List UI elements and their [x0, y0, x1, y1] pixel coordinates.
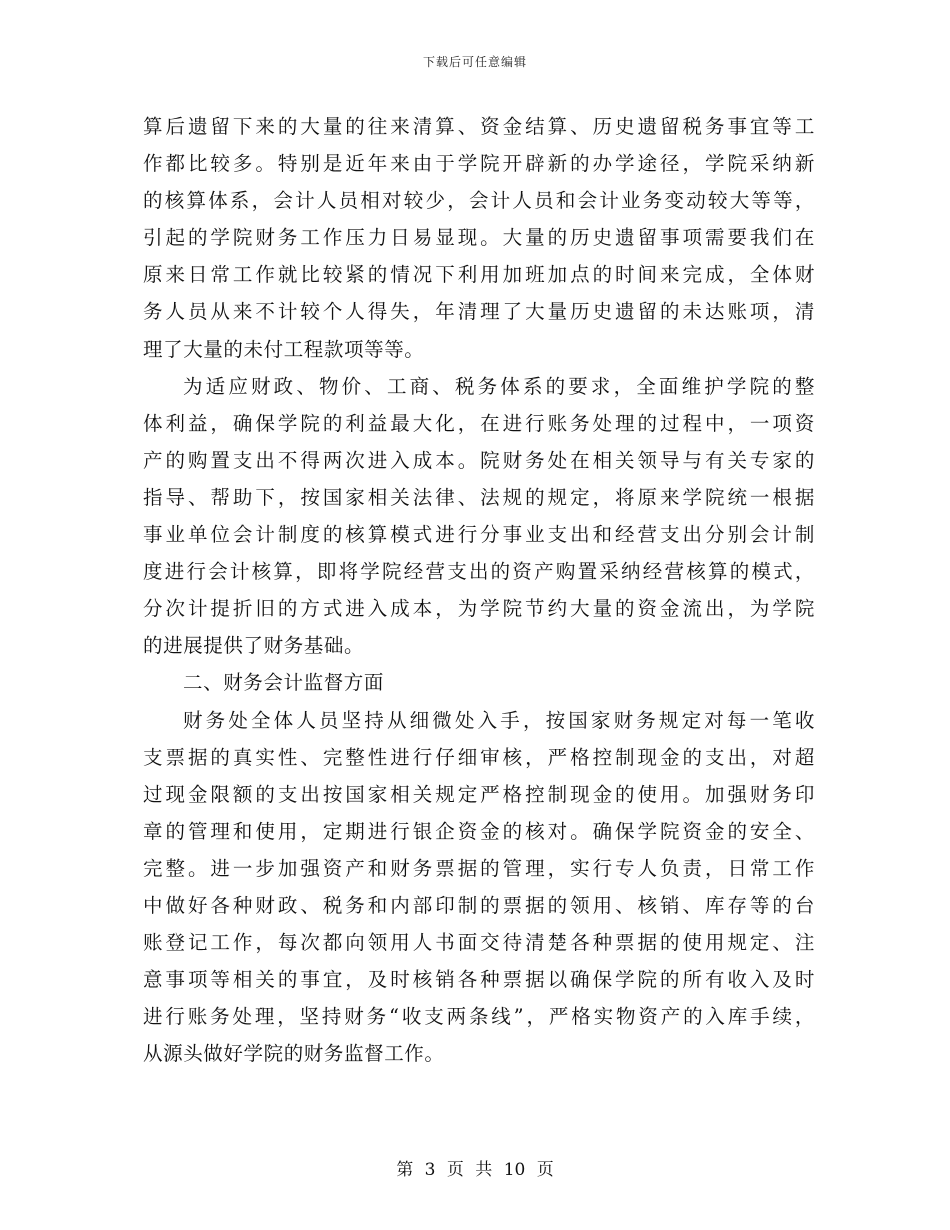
text-line: 产的购置支出不得两次进入成本。院财务处在相关领导与有关专家的 [143, 448, 815, 472]
text-line: 的进展提供了财务基础。 [143, 634, 365, 658]
text-line: 过现金限额的支出按国家相关规定严格控制现金的使用。加强财务印 [143, 782, 815, 806]
text-line: 作都比较多。特别是近年来由于学院开辟新的办学途径，学院采纳新 [143, 152, 815, 176]
text-line: 度进行会计核算，即将学院经营支出的资产购置采纳经营核算的模式， [143, 560, 815, 584]
text-line: 章的管理和使用，定期进行银企资金的核对。确保学院资金的安全、 [143, 819, 815, 843]
text-line: 原来日常工作就比较紧的情况下利用加班加点的时间来完成，全体财 [143, 263, 815, 287]
document-body [143, 108, 815, 1072]
text-line: 指导、帮助下，按国家相关法律、法规的规定，将原来学院统一根据 [143, 485, 815, 509]
text-line: 算后遗留下来的大量的往来清算、资金结算、历史遗留税务事宜等工 [143, 115, 815, 138]
paragraph-first-line: 为适应财政、物价、工商、税务体系的要求，全面维护学院的整 [183, 374, 815, 398]
text-line: 体利益，确保学院的利益最大化，在进行账务处理的过程中，一项资 [143, 411, 815, 435]
text-line: 意事项等相关的事宜，及时核销各种票据以确保学院的所有收入及时 [143, 968, 815, 992]
text-line: 从源头做好学院的财务监督工作。 [143, 1042, 445, 1066]
text-line: 引起的学院财务工作压力日易显现。大量的历史遗留事项需要我们在 [143, 226, 815, 250]
text-line: 的核算体系，会计人员相对较少，会计人员和会计业务变动较大等等， [143, 189, 815, 213]
text-line: 事业单位会计制度的核算模式进行分事业支出和经营支出分别会计制 [143, 523, 815, 547]
text-line: 支票据的真实性、完整性进行仔细审核，严格控制现金的支出，对超 [143, 745, 815, 769]
text-line: 务人员从来不计较个人得失，年清理了大量历史遗留的未达账项，清 [143, 300, 815, 324]
paragraph-first-line: 财务处全体人员坚持从细微处入手，按国家财务规定对每一笔收 [183, 708, 815, 732]
page-number-footer: 第 3 页 共 10 页 [396, 1160, 554, 1180]
text-line: 进行账务处理，坚持财务“收支两条线”，严格实物资产的入库手续， [143, 1005, 815, 1029]
section-heading: 二、财务会计监督方面 [183, 671, 385, 695]
text-line: 中做好各种财政、税务和内部印制的票据的领用、核销、库存等的台 [143, 893, 815, 917]
text-line: 理了大量的未付工程款项等等。 [143, 337, 425, 361]
page-header: 下载后可任意编辑 [422, 55, 527, 69]
text-line: 分次计提折旧的方式进入成本，为学院节约大量的资金流出，为学院 [143, 597, 815, 621]
text-line: 账登记工作，每次都向领用人书面交待清楚各种票据的使用规定、注 [143, 931, 815, 955]
text-line: 完整。进一步加强资产和财务票据的管理，实行专人负责，日常工作 [143, 856, 815, 880]
